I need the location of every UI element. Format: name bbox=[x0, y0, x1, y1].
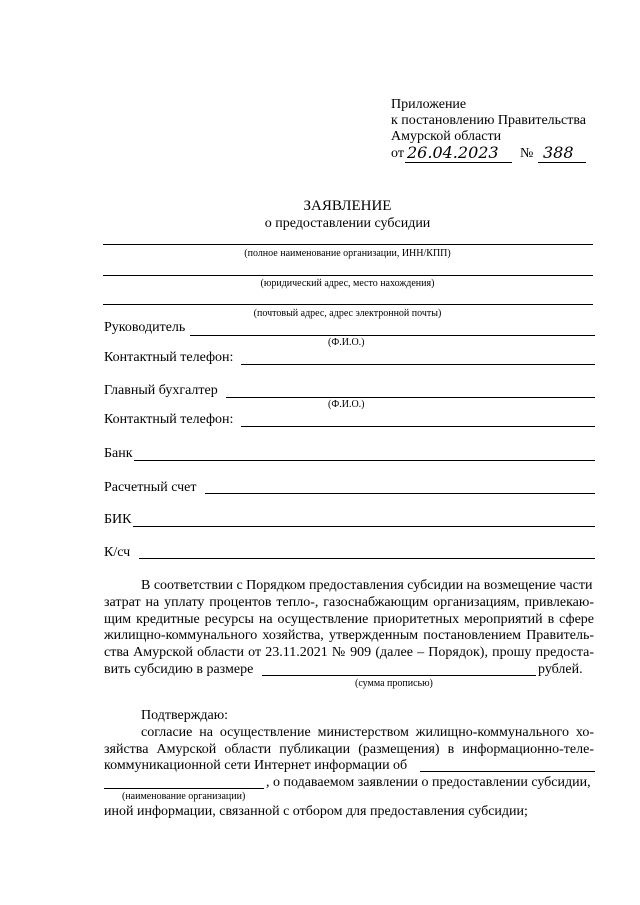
doc-subtitle: о предоставлении субсидии bbox=[264, 216, 431, 231]
number-sign: № bbox=[520, 146, 534, 161]
date-prefix: от bbox=[391, 146, 404, 161]
date-underline bbox=[405, 162, 512, 163]
field-bank-line[interactable] bbox=[134, 460, 595, 461]
body-p2-line5: иной информации, связанной с отбором для предоставления субсидии; bbox=[104, 804, 528, 819]
field-corr-line[interactable] bbox=[139, 558, 595, 559]
header-date-line bbox=[391, 146, 404, 162]
org-info-line[interactable] bbox=[420, 771, 595, 772]
handwritten-number: 388 bbox=[543, 143, 574, 162]
body-p1-line2: затрат на уплату процентов тепло-, газоснабжающим организациям, привлекаю- bbox=[104, 595, 594, 610]
body-p2-line2: зяйства Амурской области публикации (размещения) в информационно-теле- bbox=[104, 742, 594, 757]
doc-title: ЗАЯВЛЕНИЕ bbox=[303, 198, 392, 214]
field-phone1-line[interactable] bbox=[241, 364, 595, 365]
body-p2-line4: , о подаваемом заявлении о предоставлении субсидии, bbox=[266, 775, 591, 790]
caption-org-name: (наименование организации) bbox=[122, 791, 246, 802]
org-name-fill-line[interactable] bbox=[104, 788, 264, 789]
body-p2-line3: коммуникационной сети Интернет информации об bbox=[104, 758, 408, 773]
caption-fio-2: (Ф.И.О.) bbox=[328, 399, 365, 410]
caption-sum: (сумма прописью) bbox=[355, 678, 433, 689]
header-appendix: Приложение bbox=[391, 97, 467, 112]
field-head-line[interactable] bbox=[190, 335, 595, 336]
header-decree: к постановлению Правительства bbox=[391, 113, 587, 128]
org-name-line[interactable] bbox=[103, 244, 593, 245]
body-p1-line6-end: рублей. bbox=[538, 662, 583, 677]
field-corr-label: К/сч bbox=[104, 545, 131, 560]
body-p2-line1: согласие на осуществление министерством жилищно-коммунального хо- bbox=[141, 725, 594, 740]
body-p1-line1: В соответствии с Порядком предоставления субсидии на возмещение части bbox=[141, 578, 593, 593]
subsidy-amount-line[interactable] bbox=[262, 675, 536, 676]
number-underline bbox=[538, 162, 586, 163]
body-p1-line3: щим кредитные ресурсы на осуществление приоритетных мероприятий в сфере bbox=[104, 612, 594, 627]
caption-org: (полное наименование организации, ИНН/КПП) bbox=[244, 248, 451, 259]
field-bik-label: БИК bbox=[104, 512, 132, 527]
field-phone2-line[interactable] bbox=[241, 426, 595, 427]
body-confirm: Подтверждаю: bbox=[141, 708, 229, 723]
postal-address-line[interactable] bbox=[103, 304, 593, 305]
field-head-label: Руководитель bbox=[104, 320, 186, 335]
field-bank-label: Банк bbox=[104, 446, 133, 461]
field-accountant-line[interactable] bbox=[226, 397, 595, 398]
field-account-line[interactable] bbox=[205, 493, 595, 494]
legal-address-line[interactable] bbox=[103, 275, 593, 276]
field-phone1-label: Контактный телефон: bbox=[104, 350, 234, 365]
body-p1-line4: жилищно-коммунального хозяйства, утвержденным постановлением Правитель- bbox=[104, 628, 594, 643]
field-accountant-label: Главный бухгалтер bbox=[104, 383, 218, 398]
caption-fio-1: (Ф.И.О.) bbox=[328, 337, 365, 348]
field-account-label: Расчетный счет bbox=[104, 480, 197, 495]
field-phone2-label: Контактный телефон: bbox=[104, 412, 234, 427]
body-p1-line6-start: вить субсидию в размере bbox=[104, 662, 254, 677]
caption-postal-address: (почтовый адрес, адрес электронной почты) bbox=[253, 308, 442, 319]
body-p1-line5: ства Амурской области от 23.11.2021 № 909 (далее – Порядок), прошу предоста- bbox=[104, 645, 594, 660]
header-region: Амурской области bbox=[391, 129, 502, 144]
handwritten-date: 26.04.2023 bbox=[407, 143, 499, 162]
caption-legal-address: (юридический адрес, место нахождения) bbox=[260, 278, 435, 289]
field-bik-line[interactable] bbox=[133, 526, 595, 527]
